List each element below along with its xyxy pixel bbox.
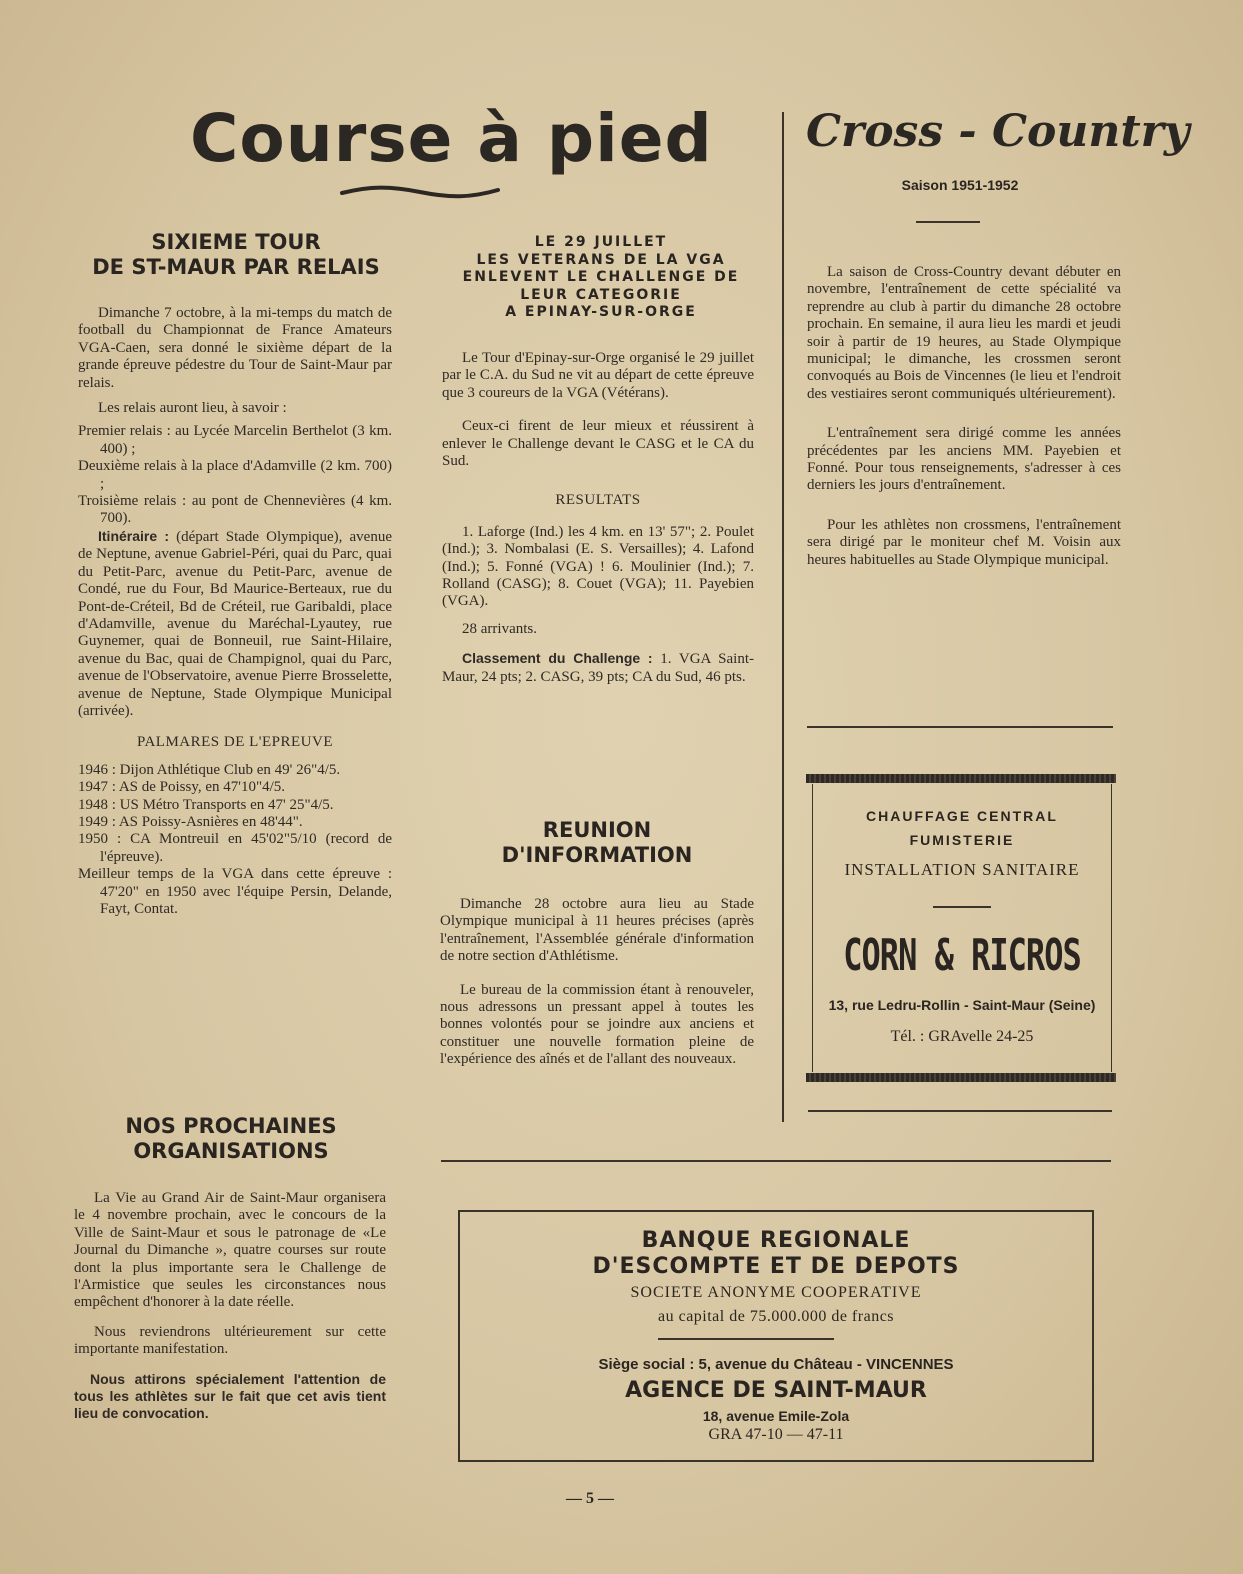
column-divider-right: [782, 112, 784, 1122]
cross-country-season: Saison 1951-1952: [901, 177, 1019, 193]
ad-line: SOCIETE ANONYME COOPERATIVE: [630, 1284, 922, 1301]
relay-item: Premier relais : au Lycée Marcelin Berthelot (3 km. 400) ;: [78, 423, 392, 457]
itinerary-label: Itinéraire :: [98, 527, 170, 544]
corn-ricros-ad: [812, 784, 1112, 1072]
ad-line: INSTALLATION SANITAIRE: [844, 860, 1080, 879]
section-divider: [807, 726, 1113, 728]
article-paragraph: Pour les athlètes non crossmens, l'entraînement sera dirigé par le moniteur chef M. Voisin aux heures habituelles au Stade Olympique municipal.: [807, 516, 1121, 568]
palmares-item: 1950 : CA Montreuil en 45'02"5/10 (record de l'épreuve).: [78, 831, 392, 865]
ad-agence-address: 18, avenue Emile-Zola: [702, 1408, 850, 1424]
veterans-article: [442, 350, 754, 686]
heading-line: LEUR CATEGORIE: [520, 286, 682, 303]
palmares-list: [78, 762, 392, 866]
ad-line: BANQUE REGIONALE: [641, 1228, 911, 1253]
cross-country-article: [807, 264, 1121, 569]
relay-item: Troisième relais : au pont de Chennevières (4 km. 700).: [78, 493, 392, 527]
bank-name: [458, 1228, 1094, 1280]
heading-line: SIXIEME TOUR: [151, 230, 321, 254]
article-paragraph: L'entraînement sera dirigé comme les années précédentes par les anciens MM. Payebien et Fonné. Pour tous renseignements, s'adresser à ces derniers les jours d'entraînement.: [807, 425, 1121, 494]
ad-line: FUMISTERIE: [909, 832, 1015, 848]
article-paragraph: La saison de Cross-Country devant débuter en novembre, l'entraînement de cette spécialité va reprendre au club à partir du dimanche 28 octobre prochain. En semaine, il aura lieu les mardi et jeudi soir à partir de 19 heures, au Stade Olympique municipal; le dimanche, les crossmen seront convoqués au Bois de Vincennes (le lieu et l'endroit des vestiaires seront communiqués ultérieurement).: [807, 264, 1121, 402]
relay-item: Deuxième relais à la place d'Adamville (2 km. 700) ;: [78, 458, 392, 492]
sixieme-tour-heading: [76, 230, 396, 280]
ad-line: D'ESCOMPTE ET DE DEPOTS: [592, 1254, 960, 1279]
heading-line: LES VETERANS DE LA VGA: [476, 251, 726, 268]
article-paragraph: Dimanche 7 octobre, à la mi-temps du match de football du Championnat de France Amateurs VGA-Caen, sera donné le sixième départ de la grande épreuve pédestre du Tour de Saint-Maur par relais.: [78, 305, 392, 391]
reunion-heading: [442, 818, 752, 868]
vga-best-time: Meilleur temps de la VGA dans cette épreuve : 47'20" en 1950 avec l'équipe Persin, Delande, Fayt, Contat.: [78, 866, 392, 917]
heading-line: REUNION: [542, 818, 652, 842]
heading-line: ENLEVENT LE CHALLENGE DE: [462, 269, 740, 285]
cross-country-title: Cross - Country: [806, 106, 1190, 157]
ad-frame-bottom: [458, 1460, 1094, 1462]
arrivals-count: 28 arrivants.: [462, 620, 537, 637]
title-swash-ornament: [340, 184, 500, 200]
ad-siege: Siège social : 5, avenue du Château - VINCENNES: [598, 1356, 954, 1373]
results-title: RESULTATS: [555, 492, 641, 509]
palmares-item: 1947 : AS de Poissy, en 47'10"4/5.: [78, 779, 286, 796]
sixieme-tour-article: [78, 305, 392, 918]
heading-line: ORGANISATIONS: [133, 1139, 329, 1164]
page-number: — 5 —: [566, 1490, 614, 1507]
ad-divider: [658, 1338, 834, 1340]
classement-label: Classement du Challenge :: [462, 650, 653, 667]
palmares-item: 1948 : US Métro Transports en 47' 25"4/5.: [78, 796, 334, 813]
ad-border-top: [806, 774, 1116, 783]
article-paragraph: Le bureau de la commission étant à renouveler, nous adressons un pressant appel à toutes les bonnes volontés pour se joindre aux anciens et constituer une nouvelle formation pleine de l'expérience des aînés et de l'allant des nouveaux.: [440, 981, 754, 1068]
ad-frame-top: [458, 1210, 1094, 1212]
ad-agence-phone: GRA 47-10 — 47-11: [708, 1426, 844, 1443]
heading-line: A EPINAY-SUR-ORGE: [505, 304, 697, 320]
heading-line: DE ST-MAUR PAR RELAIS: [92, 255, 380, 280]
itinerary-text: (départ Stade Olympique), avenue de Neptune, avenue Gabriel-Péri, quai du Parc, quai du Petit-Parc, avenue du Petit-Parc, avenue de Condé, rue du Four, Bd Maurice-Berteaux, rue du Pont-de-Créteil, Bd de Créteil, rue Garibaldi, place d'Adamville, avenue du Maréchal-Lyautey, rue Guynemer, quai de Bonneuil, rue Saint-Hilaire, avenue du Bac, quai de Champignol, quai du Parc, avenue de l'Observatoire, avenue Pierre Brosselette, avenue de Neptune, Stade Olympique Municipal (arrivée).: [78, 528, 392, 719]
article-paragraph: Le Tour d'Epinay-sur-Orge organisé le 29 juillet par le C.A. du Sud ne vit au départ de cette épreuve que 3 coureurs de la VGA (Vétérans).: [442, 350, 754, 401]
classement-text: 1. VGA Saint-Maur, 24 pts; 2. CASG, 39 pts; CA du Sud, 46 pts.: [442, 651, 755, 685]
article-paragraph: Ceux-ci firent de leur mieux et réussirent à enlever le Challenge devant le CASG et le CA du Sud.: [442, 418, 754, 470]
palmares-item: 1946 : Dijon Athlétique Club en 49' 26"4/5.: [78, 761, 341, 778]
palmares-title: PALMARES DE L'EPREUVE: [136, 734, 333, 751]
palmares-item: 1949 : AS Poissy-Asnières en 48'44".: [78, 813, 303, 830]
heading-line: NOS PROCHAINES: [125, 1114, 337, 1138]
heading-line: D'INFORMATION: [501, 843, 693, 868]
ad-brand: CORN & RICROS: [843, 928, 1081, 981]
results-text: 1. Laforge (Ind.) les 4 km. en 13' 57"; 2. Poulet (Ind.); 3. Nombalasi (E. S. Versailles); 4. Lafond (Ind.); 5. Fonné (VGA) ! 6. Moulinier (Ind.); 7. Rolland (CASG); 8. Couet (VGA); 11. Payebien (VGA).: [442, 523, 754, 610]
ad-line: CHAUFFAGE CENTRAL: [866, 808, 1058, 824]
page-title: Course à pied: [190, 100, 713, 177]
heading-line: LE 29 JUILLET: [534, 234, 668, 250]
article-paragraph: Dimanche 28 octobre aura lieu au Stade Olympique municipal à 11 heures précises (après l'entraînement, l'Assemblée générale d'information de notre section d'Athlétisme.: [440, 896, 754, 965]
article-paragraph: Nous reviendrons ultérieurement sur cette importante manifestation.: [74, 1323, 386, 1358]
reunion-article: [440, 896, 754, 1069]
ad-services: [813, 804, 1111, 852]
veterans-heading: [436, 234, 766, 322]
banque-ad: [458, 1210, 1094, 1462]
prochaines-organisations-article: [74, 1190, 386, 1422]
short-divider: [916, 221, 980, 223]
section-divider: [441, 1160, 1111, 1162]
ad-agence: AGENCE DE SAINT-MAUR: [625, 1378, 927, 1403]
ad-line: au capital de 75.000.000 de francs: [657, 1308, 895, 1325]
ad-border-bottom: [806, 1073, 1116, 1082]
ad-divider: [933, 906, 991, 908]
section-divider: [808, 1110, 1112, 1112]
ad-address: 13, rue Ledru-Rollin - Saint-Maur (Seine): [828, 996, 1096, 1013]
convocation-notice: Nous attirons spécialement l'attention de tous les athlètes sur le fait que cet avis tient lieu de convocation.: [74, 1370, 386, 1421]
ad-phone: Tél. : GRAvelle 24-25: [890, 1027, 1034, 1045]
prochaines-organisations-heading: [76, 1114, 386, 1164]
article-paragraph: La Vie au Grand Air de Saint-Maur organisera le 4 novembre prochain, avec le concours de la Ville de Saint-Maur et sous le patronage de «Le Journal du Dimanche », quatre courses sur route dont la plus importante sera le Challenge de l'Armistice que seules les circonstances nous empêchent d'honorer à la date réelle.: [74, 1190, 386, 1311]
article-paragraph: Les relais auront lieu, à savoir :: [98, 400, 287, 417]
